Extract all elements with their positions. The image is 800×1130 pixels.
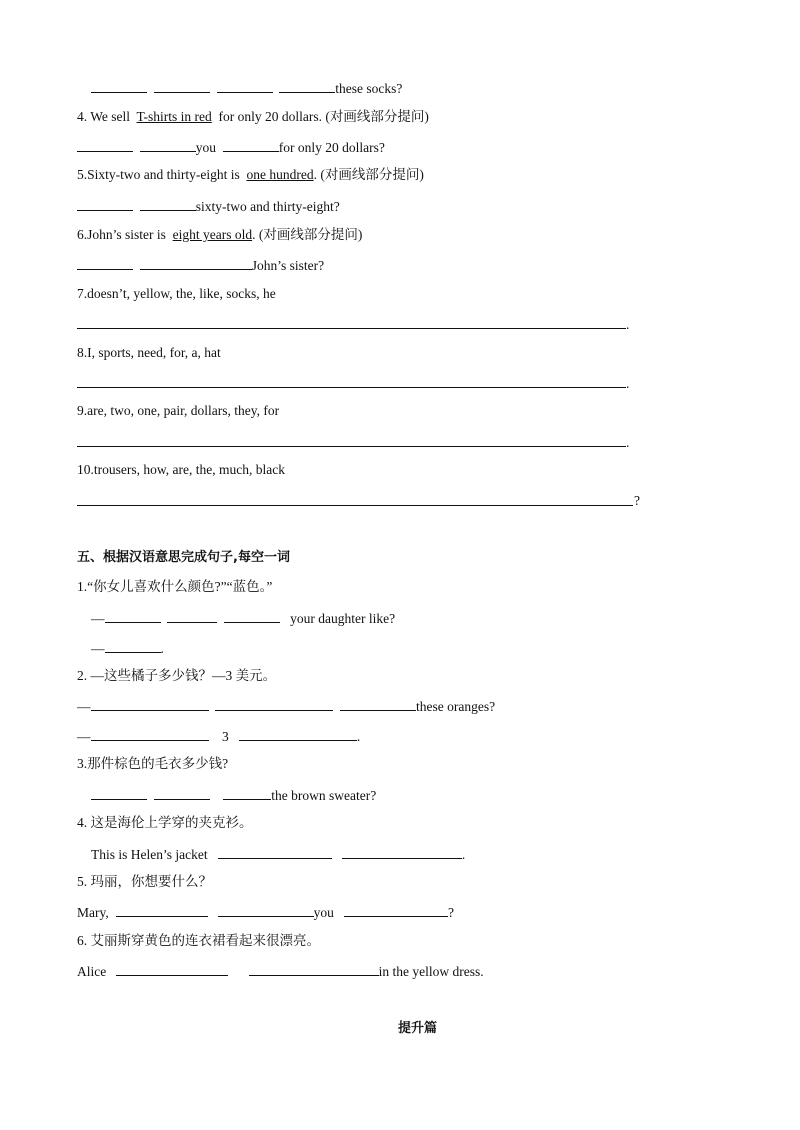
answer-line-s1b (91, 638, 164, 658)
line-text: Alice (77, 964, 107, 979)
sentence-3: 3.那件棕色的毛衣多少钱? (77, 756, 229, 771)
question-7: 7.doesn’t, yellow, the, like, socks, he (77, 286, 276, 301)
question-text: 6.John’s sister is (77, 227, 166, 242)
section-title: 提升篇 (398, 1021, 438, 1036)
blank[interactable] (116, 902, 208, 917)
blank[interactable] (223, 785, 271, 800)
line-text: you (195, 140, 216, 155)
question-6 (77, 226, 362, 244)
blank[interactable] (154, 78, 210, 93)
blank[interactable] (224, 608, 280, 623)
answer-rule-9[interactable] (77, 446, 626, 447)
blank[interactable] (77, 196, 133, 211)
blank[interactable] (249, 961, 379, 976)
section-heading: 五、根据汉语意思完成句子,每空一词 (77, 550, 290, 565)
line-text: in the yellow dress. (378, 964, 484, 979)
blank[interactable] (215, 696, 333, 711)
blank[interactable] (105, 638, 161, 653)
period: . (626, 317, 630, 332)
blank[interactable] (91, 696, 209, 711)
sentence-2: 2. —这些橘子多少钱？—3 美元。 (77, 668, 277, 683)
period: . (626, 435, 630, 450)
underlined-part: one hundred (246, 167, 314, 182)
sentence-1: 1.“你女儿喜欢什么颜色?”“蓝色。” (77, 579, 273, 594)
question-5 (77, 166, 424, 184)
blank[interactable] (91, 78, 147, 93)
answer-rule-10[interactable] (77, 505, 633, 506)
blank[interactable] (218, 902, 314, 917)
blank[interactable] (223, 137, 279, 152)
period: . (160, 641, 164, 656)
question-10: 10.trousers, how, are, the, much, black (77, 462, 285, 477)
blank[interactable] (91, 726, 209, 741)
period: . (461, 847, 466, 862)
question-text: . (对画线部分提问) (313, 167, 424, 182)
answer-line-s3 (91, 785, 376, 805)
answer-rule-8[interactable] (77, 387, 626, 388)
line-text: for only 20 dollars? (278, 140, 385, 155)
blank[interactable] (217, 78, 273, 93)
dash: — (91, 611, 105, 626)
answer-line-5 (77, 196, 340, 216)
blank[interactable] (105, 608, 161, 623)
sentence-6: 6. 艾丽斯穿黄色的连衣裙看起来很漂亮。 (77, 933, 320, 948)
question-text: 5.Sixty-two and thirty-eight is (77, 167, 240, 182)
dash: — (91, 641, 105, 656)
blank[interactable] (239, 726, 357, 741)
answer-line-6 (77, 255, 324, 275)
blank[interactable] (218, 844, 332, 859)
answer-rule-7[interactable] (77, 328, 626, 329)
question-text: for only 20 dollars. (对画线部分提问) (218, 109, 429, 124)
line-text: your daughter like? (290, 611, 396, 626)
line-text: the brown sweater? (271, 788, 377, 803)
blank[interactable] (91, 785, 147, 800)
dash: — (77, 729, 91, 744)
answer-line-s4 (91, 844, 465, 864)
question-text: 4. We sell (77, 109, 131, 124)
underlined-part: eight years old (172, 227, 253, 242)
blank[interactable] (77, 255, 133, 270)
line-text: This is Helen’s jacket (91, 847, 208, 862)
answer-line-s1 (91, 608, 395, 628)
question-9: 9.are, two, one, pair, dollars, they, for (77, 403, 280, 418)
blank[interactable] (279, 78, 335, 93)
blank[interactable] (340, 696, 416, 711)
underlined-part: T-shirts in red (136, 109, 212, 124)
line-text: Mary, (77, 905, 109, 920)
question-8: 8.I, sports, need, for, a, hat (77, 345, 221, 360)
answer-line-4 (77, 137, 385, 157)
question-text: . (对画线部分提问) (252, 227, 363, 242)
sentence-4: 4. 这是海伦上学穿的夹克衫。 (77, 815, 253, 830)
period: . (356, 729, 361, 744)
blank[interactable] (167, 608, 217, 623)
answer-line-s6 (77, 961, 484, 981)
line-text: sixty-two and thirty-eight? (195, 199, 340, 214)
question-mark: ? (634, 493, 640, 508)
answer-line-s5 (77, 902, 454, 922)
period: . (626, 376, 630, 391)
blank[interactable] (342, 844, 462, 859)
blank[interactable] (140, 137, 196, 152)
blank[interactable] (140, 255, 252, 270)
question-4 (77, 108, 429, 126)
blank[interactable] (77, 137, 133, 152)
dash: — (77, 699, 91, 714)
line-text: these oranges? (416, 699, 496, 714)
answer-line-socks (91, 78, 402, 98)
blank[interactable] (116, 961, 228, 976)
number-text: 3 (222, 729, 229, 744)
line-text: John’s sister? (251, 258, 325, 273)
blank[interactable] (154, 785, 210, 800)
question-mark: ? (448, 905, 454, 920)
sentence-5: 5. 玛丽，你想要什么？ (77, 874, 212, 889)
answer-line-s2b (77, 726, 360, 746)
blank[interactable] (140, 196, 196, 211)
blank[interactable] (344, 902, 448, 917)
answer-line-s2 (77, 696, 495, 716)
line-text: these socks? (335, 81, 403, 96)
line-text: you (313, 905, 334, 920)
